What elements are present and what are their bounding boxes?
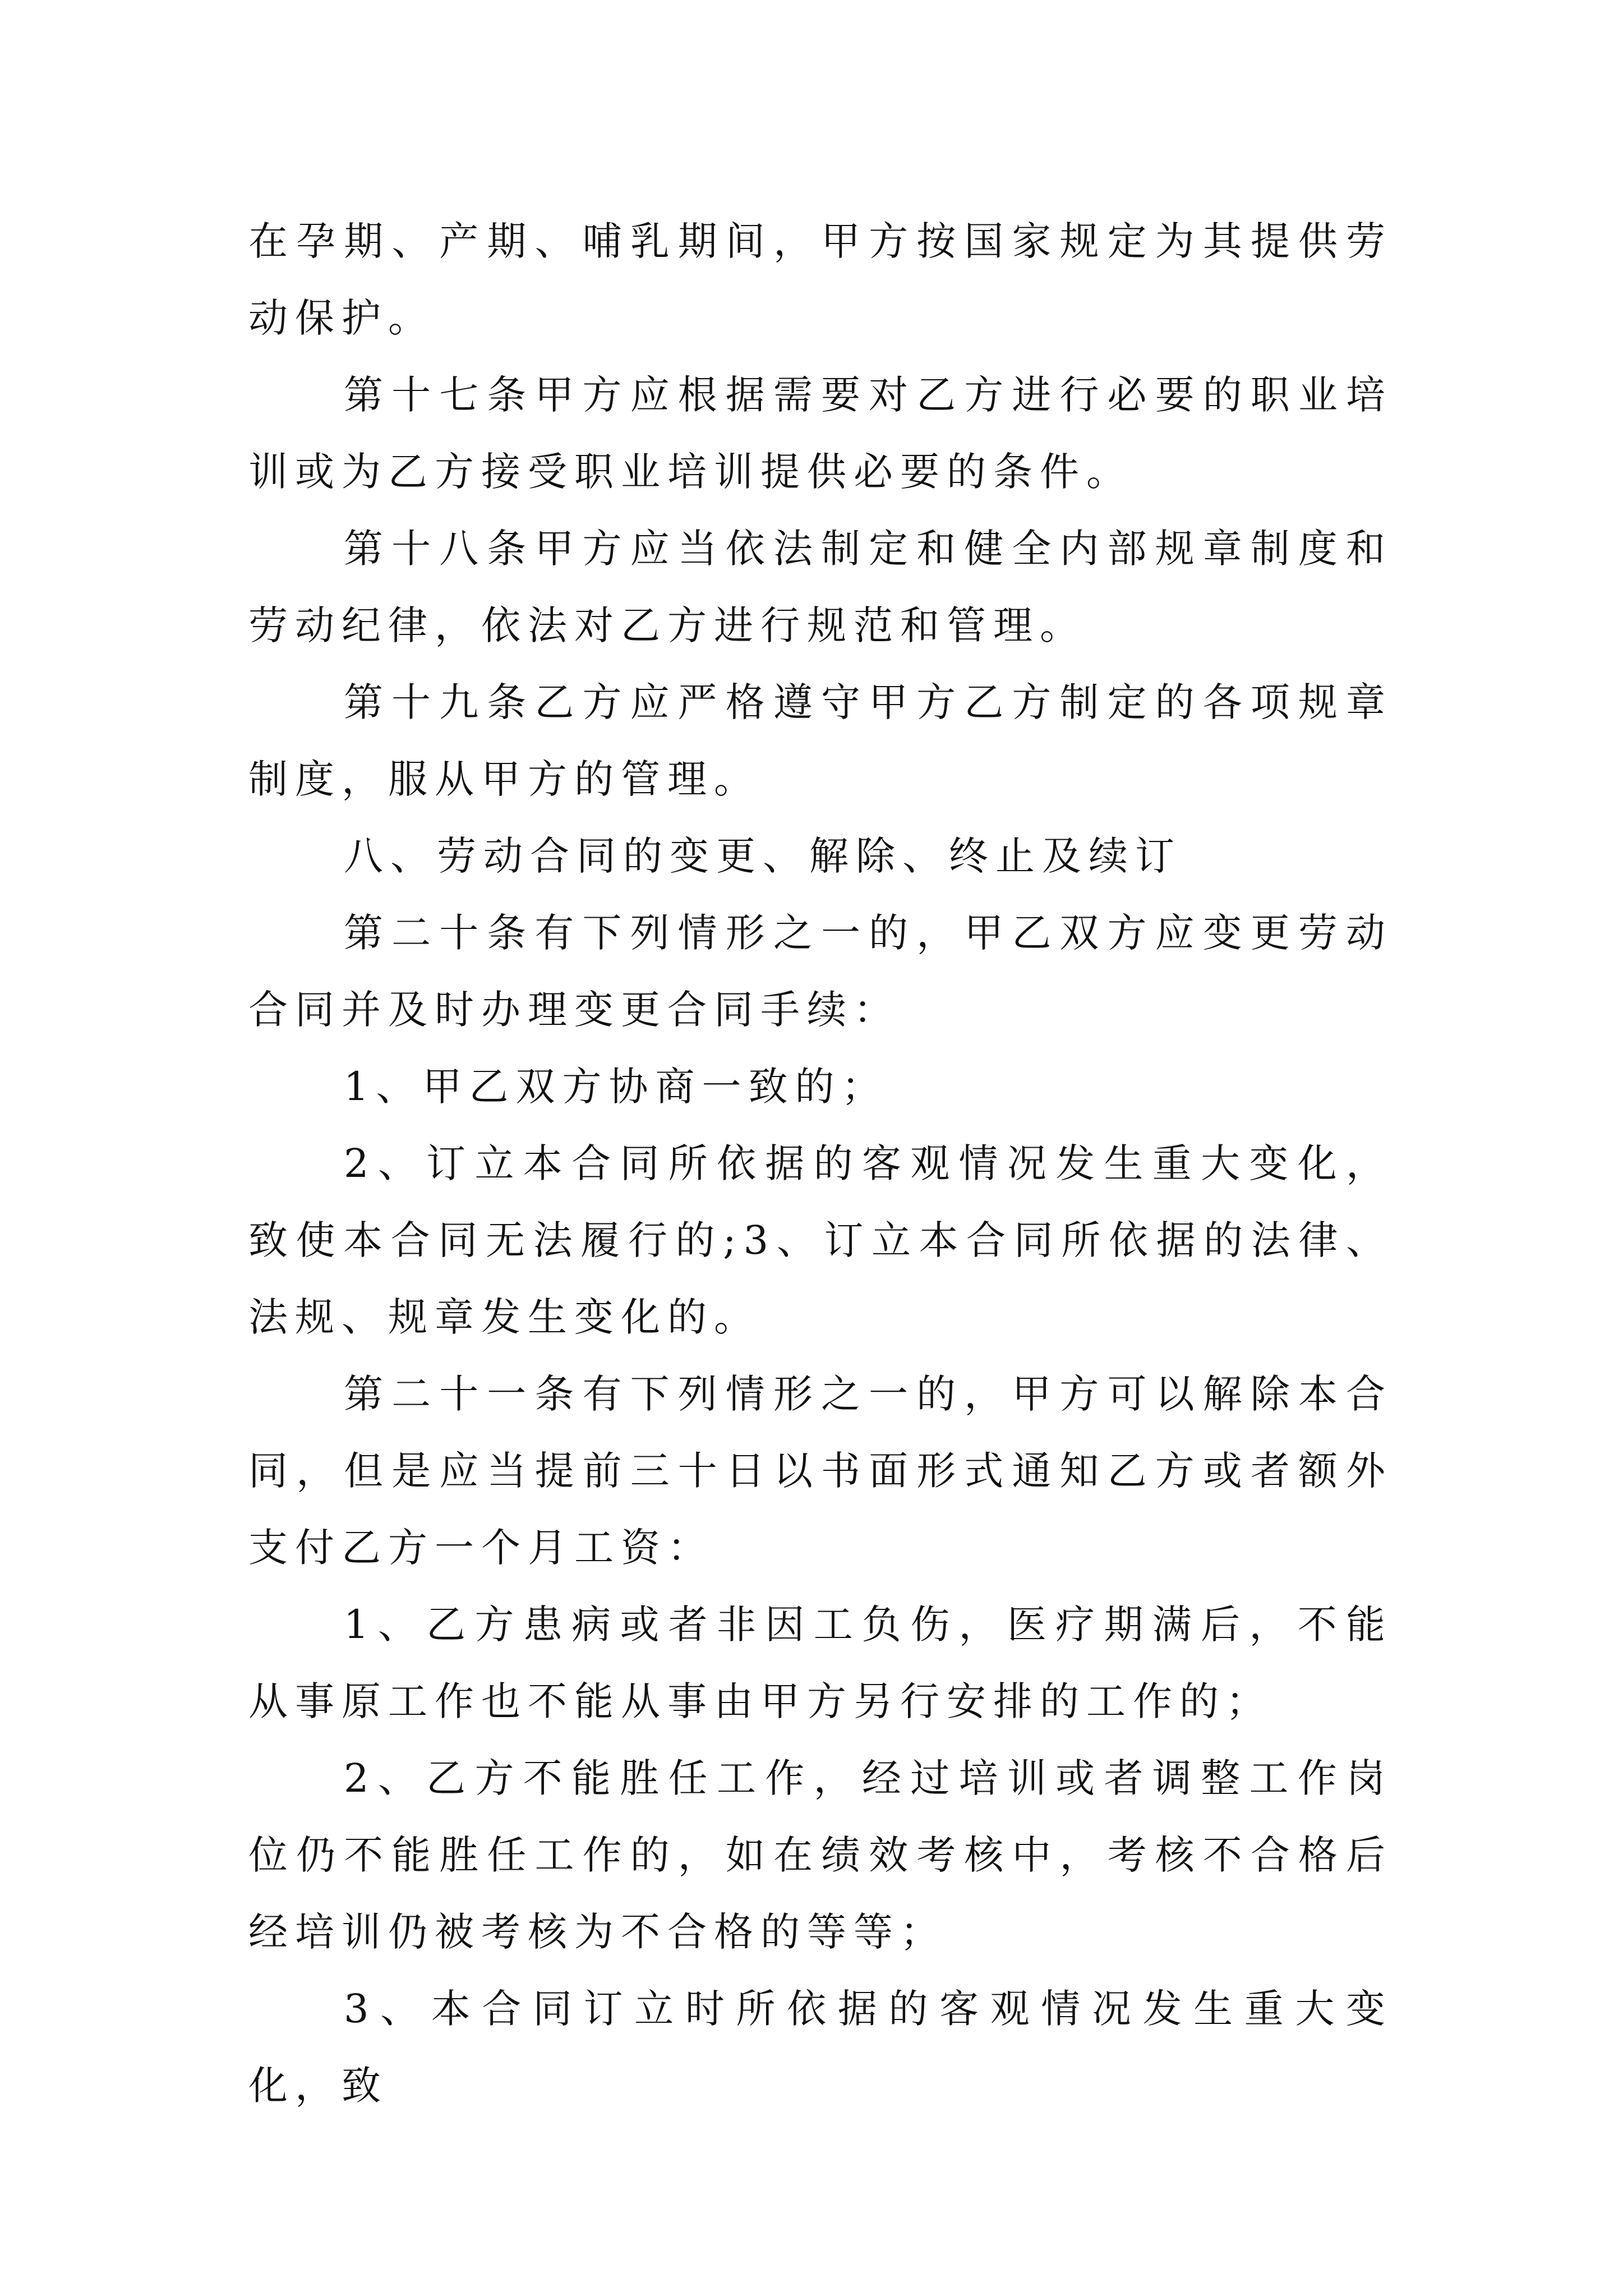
list-item-21-3: 3、本合同订立时所依据的客观情况发生重大变化，致: [248, 1986, 1393, 2109]
list-item-20-1: 1、甲乙双方协商一致的；: [344, 1064, 888, 1110]
paragraph-article-21: 第二十一条有下列情形之一的，甲方可以解除本合同，但是应当提前三十日以书面形式通知乙方或者额外支付乙方一个月工资：: [248, 1371, 1393, 1571]
list-item-21-1: 1、乙方患病或者非因工负伤，医疗期满后，不能从事原工作也不能从事由甲方另行安排的工作的；: [248, 1602, 1393, 1724]
paragraph-article-17: 第十七条甲方应根据需要对乙方进行必要的职业培训或为乙方接受职业培训提供必要的条件。: [248, 372, 1393, 495]
paragraph-article-18: 第十八条甲方应当依法制定和健全内部规章制度和劳动纪律，依法对乙方进行规范和管理。: [248, 526, 1393, 648]
section-heading-contract-changes: 八、劳动合同的变更、解除、终止及续订: [344, 833, 1182, 879]
list-item-21-2: 2、乙方不能胜任工作，经过培训或者调整工作岗位仍不能胜任工作的，如在绩效考核中，考核不合格后经培训仍被考核为不合格的等等；: [248, 1755, 1393, 1955]
list-item-20-2-3: 2、订立本合同所依据的客观情况发生重大变化，致使本合同无法履行的;3、订立本合同所依据的法律、法规、规章发生变化的。: [248, 1140, 1393, 1340]
document-body: [248, 203, 1393, 2124]
paragraph-article-20: 第二十条有下列情形之一的，甲乙双方应变更劳动合同并及时办理变更合同手续：: [248, 910, 1393, 1033]
paragraph-maternity-protection: 在孕期、产期、哺乳期间，甲方按国家规定为其提供劳动保护。: [248, 218, 1393, 341]
paragraph-article-19: 第十九条乙方应严格遵守甲方乙方制定的各项规章制度，服从甲方的管理。: [248, 679, 1393, 802]
